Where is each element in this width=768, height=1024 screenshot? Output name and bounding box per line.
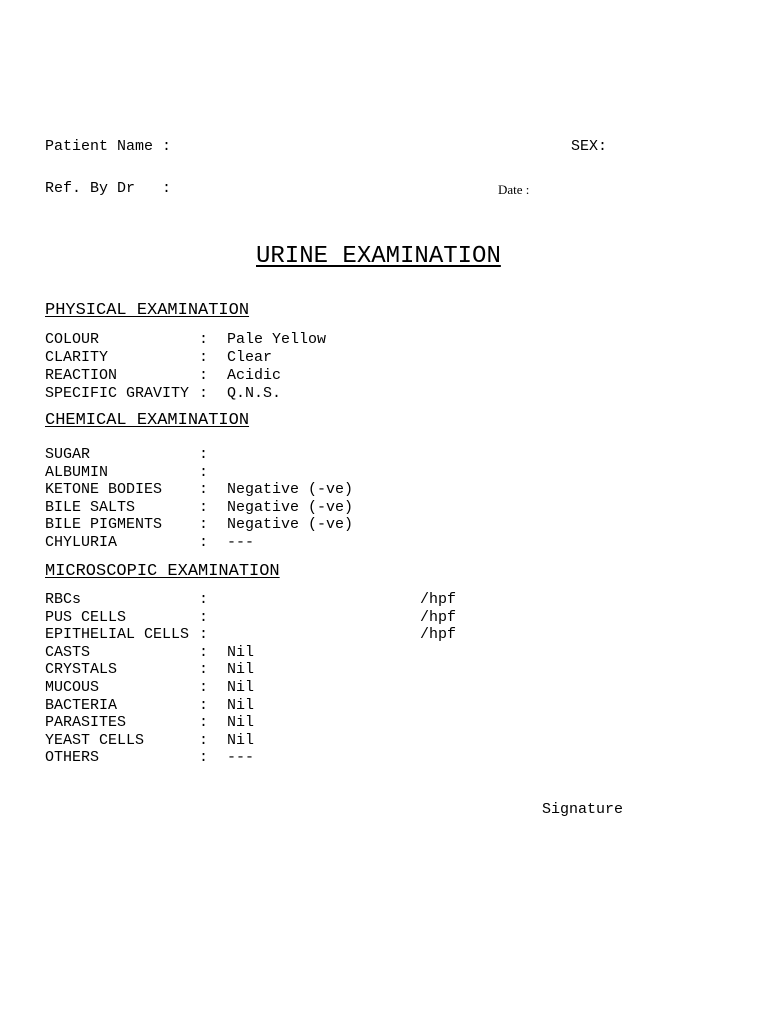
row-unit: /hpf [420,608,457,626]
page-title: URINE EXAMINATION [256,243,501,270]
row-label: MUCOUS [45,679,100,696]
row-colon: : [199,608,209,626]
row-colon: : [199,714,209,732]
row-colon: : [199,626,209,644]
row-colon: : [199,696,209,714]
row-colon: : [199,446,209,463]
row-label: CASTS [45,643,91,661]
row-label: SUGAR [45,446,91,463]
row-value: Negative (-ve) [227,481,354,499]
row-label: EPITHELIAL CELLS [45,626,190,644]
row-label: RBCs [45,591,82,608]
row-label: CHYLURIA [45,534,118,551]
row-value: Clear [227,349,273,366]
row-value: Nil [227,679,255,696]
row-label: BILE PIGMENTS [45,516,163,534]
row-value: Q.N.S. [227,385,282,402]
row-colon: : [199,643,209,661]
row-colon: : [199,349,209,366]
row-value: Nil [227,661,255,679]
row-colon: : [199,661,209,679]
row-colon: : [199,534,209,551]
row-label: BILE SALTS [45,498,136,516]
row-label: COLOUR [45,331,100,348]
signature-label: Signature [542,801,624,818]
microscopic-heading: MICROSCOPIC EXAMINATION [45,562,280,581]
row-colon: : [199,516,209,534]
date-label: Date : [498,182,530,197]
row-colon: : [199,679,209,696]
row-value: --- [227,534,255,551]
row-value: Nil [227,643,255,661]
row-label: OTHERS [45,749,100,767]
chemical-heading: CHEMICAL EXAMINATION [45,411,250,430]
sex-label: SEX: [571,138,608,155]
row-label: ALBUMIN [45,463,109,481]
row-label: SPECIFIC GRAVITY [45,385,190,402]
row-value: Nil [227,714,255,732]
row-colon: : [199,731,209,749]
row-colon: : [199,481,209,499]
row-label: CLARITY [45,349,109,366]
row-value: Nil [227,696,255,714]
row-unit: /hpf [420,626,457,644]
row-colon: : [199,498,209,516]
row-colon: : [199,331,209,348]
row-value: --- [227,749,255,767]
row-label: CRYSTALS [45,661,118,679]
row-value: Negative (-ve) [227,498,354,516]
row-label: REACTION [45,367,118,384]
row-colon: : [199,591,209,608]
row-value: Nil [227,731,255,749]
row-colon: : [199,367,209,384]
row-colon: : [199,749,209,767]
row-label: YEAST CELLS [45,731,145,749]
row-colon: : [199,463,209,481]
row-label: PUS CELLS [45,608,127,626]
row-value: Negative (-ve) [227,516,354,534]
row-label: KETONE BODIES [45,481,163,499]
row-value: Pale Yellow [227,331,327,348]
row-label: PARASITES [45,714,127,732]
patient-name-label: Patient Name : [45,138,172,155]
physical-heading: PHYSICAL EXAMINATION [45,301,250,320]
row-unit: /hpf [420,591,457,608]
row-colon: : [199,385,209,402]
ref-by-dr-label: Ref. By Dr : [45,180,172,197]
row-label: BACTERIA [45,696,118,714]
row-value: Acidic [227,367,282,384]
